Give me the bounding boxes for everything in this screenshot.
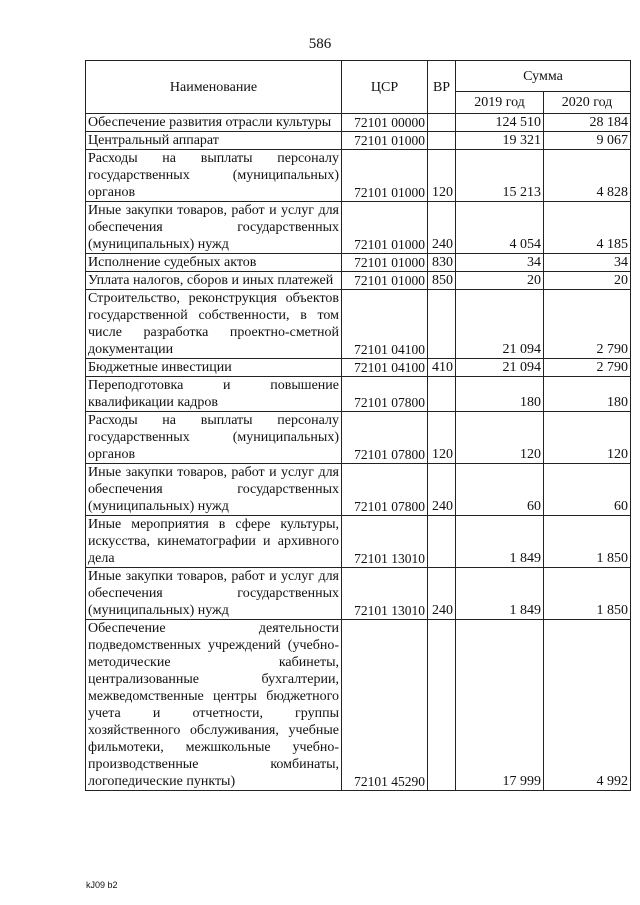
row-vr [428,377,456,412]
row-vr: 830 [428,254,456,272]
header-year-2020: 2020 год [544,92,631,114]
row-vr [428,516,456,568]
row-name: Исполнение судебных актов [86,254,342,272]
row-sum-2019: 17 999 [456,620,544,791]
table-row [86,620,631,791]
row-csr: 72101 00000 [342,114,428,132]
row-sum-2020: 1 850 [544,516,631,568]
row-name: Строительство, реконструкция объектов государственной собственности, в том числе разработка проектно-сметной документации [86,290,342,359]
row-vr: 850 [428,272,456,290]
row-csr: 72101 01000 [342,254,428,272]
row-sum-2019: 34 [456,254,544,272]
row-sum-2019: 4 054 [456,202,544,254]
row-sum-2019: 180 [456,377,544,412]
header-sum: Сумма [456,61,631,92]
table-row [86,377,631,412]
row-csr: 72101 04100 [342,290,428,359]
header-csr: ЦСР [342,61,428,114]
row-name: Обеспечение деятельности подведомственных учреждений (учебно-методические кабинеты, централизованные бухгалтерии, межведомственные центры бюджетного учета и отчетности, группы хозяйственного обслуживания, учебные фильмотеки, межшкольные учебно-производственные комбинаты, логопедические пункты) [86,620,342,791]
row-vr: 120 [428,150,456,202]
row-sum-2020: 28 184 [544,114,631,132]
row-vr: 240 [428,464,456,516]
row-name: Иные закупки товаров, работ и услуг для обеспечения государственных (муниципальных) нужд [86,568,342,620]
row-sum-2020: 34 [544,254,631,272]
row-sum-2020: 2 790 [544,290,631,359]
table-row [86,464,631,516]
row-sum-2020: 180 [544,377,631,412]
row-name: Уплата налогов, сборов и иных платежей [86,272,342,290]
row-csr: 72101 07800 [342,412,428,464]
row-sum-2019: 1 849 [456,568,544,620]
row-csr: 72101 45290 [342,620,428,791]
budget-table [85,60,631,791]
row-sum-2020: 4 828 [544,150,631,202]
row-csr: 72101 01000 [342,132,428,150]
row-sum-2020: 20 [544,272,631,290]
row-name: Центральный аппарат [86,132,342,150]
header-name: Наименование [86,61,342,114]
row-vr [428,290,456,359]
row-vr: 120 [428,412,456,464]
row-sum-2019: 120 [456,412,544,464]
table-row [86,272,631,290]
row-vr: 410 [428,359,456,377]
row-vr [428,132,456,150]
row-csr: 72101 13010 [342,568,428,620]
header-vr: ВР [428,61,456,114]
row-vr [428,620,456,791]
page-number: 586 [308,36,332,52]
table-row [86,290,631,359]
row-sum-2019: 21 094 [456,359,544,377]
row-vr: 240 [428,568,456,620]
row-csr: 72101 13010 [342,516,428,568]
row-sum-2019: 60 [456,464,544,516]
row-name: Обеспечение развития отрасли культуры [86,114,342,132]
table-row [86,150,631,202]
row-sum-2020: 4 992 [544,620,631,791]
row-sum-2020: 60 [544,464,631,516]
table-row [86,132,631,150]
row-csr: 72101 01000 [342,202,428,254]
row-sum-2020: 1 850 [544,568,631,620]
row-csr: 72101 07800 [342,464,428,516]
row-sum-2020: 2 790 [544,359,631,377]
row-name: Расходы на выплаты персоналу государственных (муниципальных) органов [86,412,342,464]
row-sum-2019: 15 213 [456,150,544,202]
row-sum-2020: 120 [544,412,631,464]
row-sum-2020: 4 185 [544,202,631,254]
table-body [86,114,631,791]
row-sum-2019: 1 849 [456,516,544,568]
row-sum-2019: 124 510 [456,114,544,132]
table-row [86,202,631,254]
row-csr: 72101 01000 [342,150,428,202]
table-row [86,516,631,568]
row-csr: 72101 01000 [342,272,428,290]
row-sum-2020: 9 067 [544,132,631,150]
table-row [86,359,631,377]
table-row [86,568,631,620]
row-vr [428,114,456,132]
row-sum-2019: 20 [456,272,544,290]
row-name: Иные мероприятия в сфере культуры, искусства, кинематографии и архивного дела [86,516,342,568]
row-sum-2019: 19 321 [456,132,544,150]
row-vr: 240 [428,202,456,254]
row-name: Бюджетные инвестиции [86,359,342,377]
footer-code: kJ09 b2 [86,880,118,890]
row-name: Иные закупки товаров, работ и услуг для обеспечения государственных (муниципальных) нужд [86,202,342,254]
table-row [86,114,631,132]
row-name: Переподготовка и повышение квалификации кадров [86,377,342,412]
header-year-2019: 2019 год [456,92,544,114]
row-name: Расходы на выплаты персоналу государственных (муниципальных) органов [86,150,342,202]
row-csr: 72101 04100 [342,359,428,377]
row-sum-2019: 21 094 [456,290,544,359]
row-name: Иные закупки товаров, работ и услуг для обеспечения государственных (муниципальных) нужд [86,464,342,516]
table-row [86,254,631,272]
row-csr: 72101 07800 [342,377,428,412]
table-row [86,412,631,464]
